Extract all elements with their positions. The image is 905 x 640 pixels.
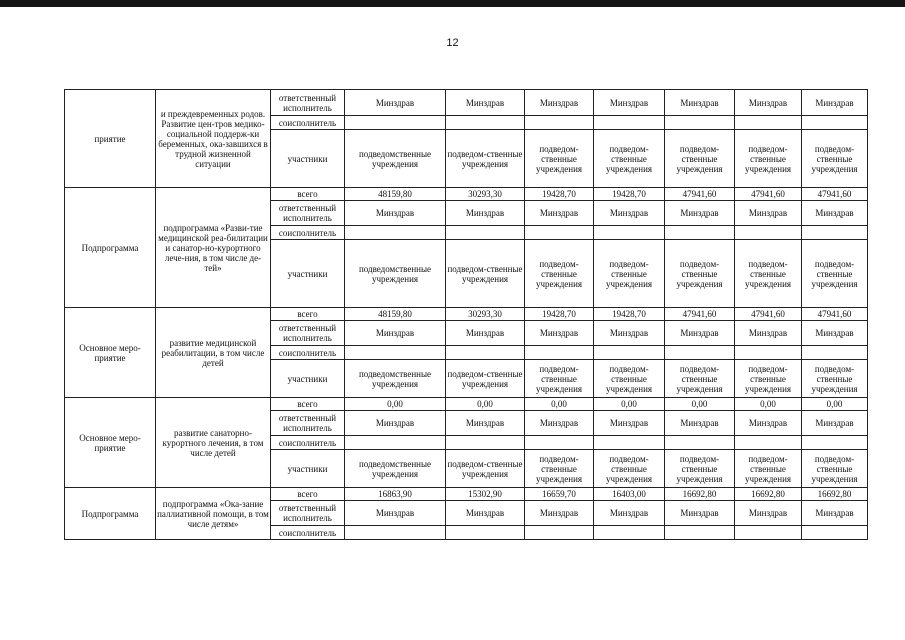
table-row [65,308,868,321]
executor-cell: Минздрав [665,90,735,116]
executor-cell: Минздрав [735,201,802,226]
executor-cell: Минздрав [594,411,665,436]
coexecutor-cell [525,116,594,130]
executor-cell: Минздрав [665,501,735,526]
row-type-cell: Подпрограмма [65,488,156,540]
value-cell: 0,00 [446,398,525,411]
participant-cell: подведом-ственные учреждения [802,240,868,308]
participant-cell: подведом-ственные учреждения [665,130,735,188]
participant-cell: подведом-ственные учреждения [594,360,665,398]
participant-cell: подведом-ственные учреждения [525,450,594,488]
participant-cell: подведомственные учреждения [345,450,446,488]
table-row [65,90,868,116]
role-cell-participants: участники [271,240,345,308]
value-cell: 16692,80 [735,488,802,501]
executor-cell: Минздрав [594,321,665,346]
coexecutor-cell [345,436,446,450]
participant-cell: подведомственные учреждения [345,240,446,308]
participant-cell: подведом-ственные учреждения [525,130,594,188]
executor-cell: Минздрав [735,501,802,526]
executor-cell: Минздрав [345,501,446,526]
coexecutor-cell [345,346,446,360]
top-border [0,0,905,7]
role-cell-participants: участники [271,450,345,488]
role-cell-coexecutor: соисполнитель [271,526,345,540]
executor-cell: Минздрав [802,201,868,226]
table-body [65,90,868,540]
coexecutor-cell [665,346,735,360]
executor-cell: Минздрав [446,90,525,116]
row-type-cell: Подпрограмма [65,188,156,308]
participant-cell: подведом-ственные учреждения [446,240,525,308]
participant-cell: подведом-ственные учреждения [802,130,868,188]
participant-cell: подведом-ственные учреждения [446,360,525,398]
role-cell-coexecutor: соисполнитель [271,226,345,240]
value-cell: 30293,30 [446,188,525,201]
executor-cell: Минздрав [525,90,594,116]
row-name-cell: и преждевременных родов. Развитие цен-тров медико-социальной поддерж-ки беременных, ока-завшихся в трудной жизненной ситуации [156,90,271,188]
coexecutor-cell [345,526,446,540]
table-row [65,398,868,411]
coexecutor-cell [802,116,868,130]
coexecutor-cell [735,436,802,450]
participant-cell: подведомственные учреждения [345,130,446,188]
executor-cell: Минздрав [802,90,868,116]
coexecutor-cell [345,226,446,240]
executor-cell: Минздрав [525,201,594,226]
table-row [65,488,868,501]
role-cell-participants: участники [271,130,345,188]
value-cell: 48159,80 [345,188,446,201]
executor-cell: Минздрав [802,411,868,436]
role-cell-total: всего [271,188,345,201]
value-cell: 47941,60 [802,188,868,201]
program-table [64,89,868,540]
row-name-cell: подпрограмма «Ока-зание паллиативной помощи, в том числе детям» [156,488,271,540]
role-cell-coexecutor: соисполнитель [271,436,345,450]
executor-cell: Минздрав [446,201,525,226]
participant-cell: подведом-ственные учреждения [594,240,665,308]
coexecutor-cell [525,526,594,540]
coexecutor-cell [446,226,525,240]
page-number: 12 [446,37,459,49]
coexecutor-cell [594,436,665,450]
executor-cell: Минздрав [446,321,525,346]
coexecutor-cell [446,526,525,540]
executor-cell: Минздрав [735,90,802,116]
executor-cell: Минздрав [525,321,594,346]
value-cell: 0,00 [525,398,594,411]
row-name-cell: развитие санаторно-курортного лечения, в том числе детей [156,398,271,488]
row-type-cell: Основное меро-приятие [65,308,156,398]
coexecutor-cell [525,226,594,240]
coexecutor-cell [665,226,735,240]
executor-cell: Минздрав [665,321,735,346]
participant-cell: подведом-ственные учреждения [802,450,868,488]
participant-cell: подведомственные учреждения [345,360,446,398]
value-cell: 15302,90 [446,488,525,501]
participant-cell: подведом-ственные учреждения [665,240,735,308]
coexecutor-cell [665,436,735,450]
row-type-cell: приятие [65,90,156,188]
coexecutor-cell [594,116,665,130]
value-cell: 0,00 [594,398,665,411]
row-name-cell: подпрограмма «Разви-тие медицинской реа-билитации и санатор-но-курортного лече-ния, в том числе де-тей» [156,188,271,308]
executor-cell: Минздрав [446,501,525,526]
value-cell: 16403,00 [594,488,665,501]
role-cell-responsible: ответственный исполнитель [271,411,345,436]
role-cell-participants: участники [271,360,345,398]
row-name-cell: развитие медицинской реабилитации, в том числе детей [156,308,271,398]
value-cell: 19428,70 [594,188,665,201]
participant-cell: подведом-ственные учреждения [735,240,802,308]
role-cell-coexecutor: соисполнитель [271,346,345,360]
executor-cell: Минздрав [665,411,735,436]
value-cell: 47941,60 [735,188,802,201]
participant-cell: подведом-ственные учреждения [802,360,868,398]
value-cell: 48159,80 [345,308,446,321]
value-cell: 16863,90 [345,488,446,501]
executor-cell: Минздрав [735,411,802,436]
coexecutor-cell [525,346,594,360]
coexecutor-cell [594,346,665,360]
participant-cell: подведом-ственные учреждения [525,360,594,398]
value-cell: 0,00 [735,398,802,411]
value-cell: 16659,70 [525,488,594,501]
value-cell: 47941,60 [802,308,868,321]
executor-cell: Минздрав [345,411,446,436]
participant-cell: подведом-ственные учреждения [735,450,802,488]
participant-cell: подведом-ственные учреждения [594,450,665,488]
value-cell: 30293,30 [446,308,525,321]
coexecutor-cell [525,436,594,450]
participant-cell: подведом-ственные учреждения [665,360,735,398]
role-cell-responsible: ответственный исполнитель [271,90,345,116]
participant-cell: подведом-ственные учреждения [735,360,802,398]
participant-cell: подведом-ственные учреждения [735,130,802,188]
value-cell: 19428,70 [525,308,594,321]
coexecutor-cell [446,346,525,360]
role-cell-total: всего [271,398,345,411]
participant-cell: подведом-ственные учреждения [446,450,525,488]
role-cell-responsible: ответственный исполнитель [271,201,345,226]
role-cell-coexecutor: соисполнитель [271,116,345,130]
table-row [65,188,868,201]
coexecutor-cell [735,346,802,360]
coexecutor-cell [665,116,735,130]
executor-cell: Минздрав [345,90,446,116]
value-cell: 16692,80 [665,488,735,501]
value-cell: 0,00 [802,398,868,411]
coexecutor-cell [735,116,802,130]
coexecutor-cell [735,526,802,540]
value-cell: 47941,60 [665,308,735,321]
value-cell: 19428,70 [525,188,594,201]
coexecutor-cell [802,436,868,450]
role-cell-responsible: ответственный исполнитель [271,321,345,346]
executor-cell: Минздрав [594,201,665,226]
coexecutor-cell [345,116,446,130]
coexecutor-cell [594,526,665,540]
coexecutor-cell [802,526,868,540]
coexecutor-cell [802,346,868,360]
value-cell: 16692,80 [802,488,868,501]
participant-cell: подведом-ственные учреждения [446,130,525,188]
participant-cell: подведом-ственные учреждения [665,450,735,488]
value-cell: 0,00 [665,398,735,411]
role-cell-responsible: ответственный исполнитель [271,501,345,526]
coexecutor-cell [594,226,665,240]
executor-cell: Минздрав [345,201,446,226]
role-cell-total: всего [271,308,345,321]
executor-cell: Минздрав [735,321,802,346]
executor-cell: Минздрав [345,321,446,346]
coexecutor-cell [735,226,802,240]
executor-cell: Минздрав [525,411,594,436]
executor-cell: Минздрав [525,501,594,526]
role-cell-total: всего [271,488,345,501]
coexecutor-cell [665,526,735,540]
coexecutor-cell [446,116,525,130]
executor-cell: Минздрав [665,201,735,226]
value-cell: 47941,60 [665,188,735,201]
participant-cell: подведом-ственные учреждения [594,130,665,188]
value-cell: 47941,60 [735,308,802,321]
executor-cell: Минздрав [594,90,665,116]
participant-cell: подведом-ственные учреждения [525,240,594,308]
executor-cell: Минздрав [802,321,868,346]
executor-cell: Минздрав [594,501,665,526]
row-type-cell: Основное меро-приятие [65,398,156,488]
executor-cell: Минздрав [446,411,525,436]
value-cell: 19428,70 [594,308,665,321]
executor-cell: Минздрав [802,501,868,526]
value-cell: 0,00 [345,398,446,411]
coexecutor-cell [446,436,525,450]
coexecutor-cell [802,226,868,240]
